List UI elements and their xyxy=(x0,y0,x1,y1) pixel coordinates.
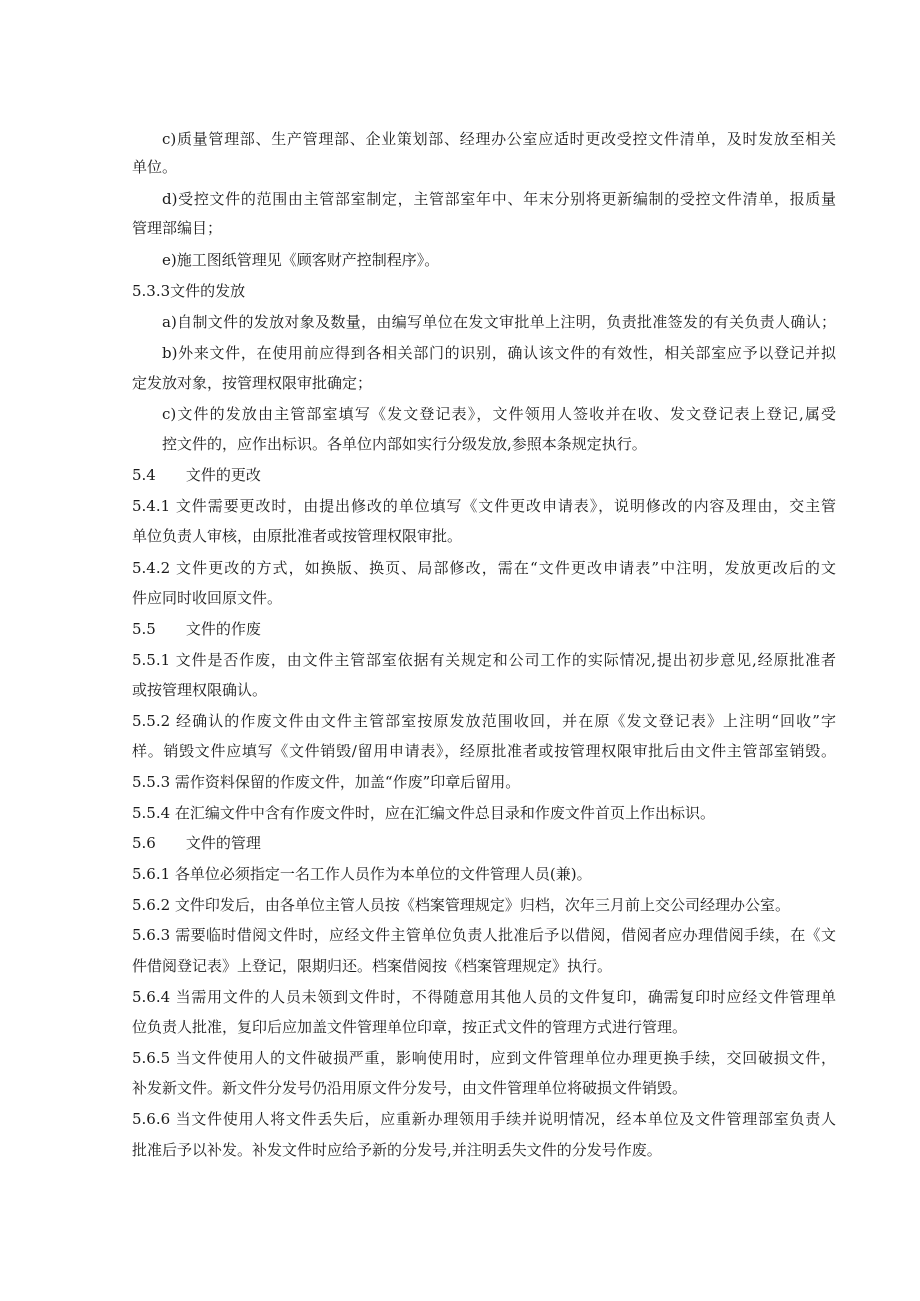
text-line: d)受控文件的范围由主管部室制定，主管部室年中、年末分别将更新编制的受控文件清单，报质量 xyxy=(162,190,836,208)
text-line: 件应同时收回原文件。 xyxy=(132,589,283,607)
text-line: 5.6.3 需要临时借阅文件时，应经文件主管单位负责人批准后予以借阅，借阅者应办理借阅手续，在《文 xyxy=(132,926,836,944)
text-line: 补发新文件。新文件分发号仍沿用原文件分发号，由文件管理单位将破损文件销毁。 xyxy=(132,1079,688,1097)
text-line: 5.4.2 文件更改的方式，如换版、换页、局部修改，需在“文件更改申请表”中注明，发放更改后的文 xyxy=(132,559,836,577)
text-line: c)文件的发放由主管部室填写《发文登记表》，文件领用人签收并在收、发文登记表上登记,属受 xyxy=(162,405,836,423)
text-line: a)自制文件的发放对象及数量，由编写单位在发文审批单上注明，负责批准签发的有关负责人确认； xyxy=(162,313,836,331)
text-line: c)质量管理部、生产管理部、企业策划部、经理办公室应适时更改受控文件清单，及时发放至相关 xyxy=(162,130,836,148)
section-heading: 5.5 文件的作废 xyxy=(132,620,261,638)
text-line: 管理部编目； xyxy=(132,219,223,237)
text-line: 控文件的，应作出标识。各单位内部如实行分级发放,参照本条规定执行。 xyxy=(162,435,647,453)
text-line: 批准后予以补发。补发文件时应给予新的分发号,并注明丢失文件的分发号作废。 xyxy=(132,1141,662,1159)
text-line: 位负责人批准，复印后应加盖文件管理单位印章，按正式文件的管理方式进行管理。 xyxy=(132,1018,688,1036)
section-heading: 5.4 文件的更改 xyxy=(132,466,261,484)
text-line: 5.5.1 文件是否作废，由文件主管部室依据有关规定和公司工作的实际情况,提出初步意见,经原批准者 xyxy=(132,651,836,669)
text-line: 5.4.1 文件需要更改时，由提出修改的单位填写《文件更改申请表》，说明修改的内容及理由，交主管 xyxy=(132,497,836,515)
text-line: 5.6.1 各单位必须指定一名工作人员作为本单位的文件管理人员(兼)。 xyxy=(132,865,592,883)
text-line: 5.6.2 文件印发后，由各单位主管人员按《档案管理规定》归档，次年三月前上交公司经理办公室。 xyxy=(132,896,790,914)
text-line: 单位负责人审核，由原批准者或按管理权限审批。 xyxy=(132,527,463,545)
text-line: 5.5.2 经确认的作废文件由文件主管部室按原发放范围收回，并在原《发文登记表》上注明“回收”字 xyxy=(132,712,836,730)
text-line: 或按管理权限确认。 xyxy=(132,681,268,699)
text-line: 5.6.6 当文件使用人将文件丢失后，应重新办理领用手续并说明情况，经本单位及文件管理部室负责人 xyxy=(132,1110,836,1128)
text-line: b)外来文件，在使用前应得到各相关部门的识别，确认该文件的有效性，相关部室应予以登记并拟 xyxy=(162,344,836,362)
text-line: 5.5.3 需作资料保留的作废文件，加盖“作废”印章后留用。 xyxy=(132,773,521,791)
text-line: 件借阅登记表》上登记，限期归还。档案借阅按《档案管理规定》执行。 xyxy=(132,957,613,975)
text-line: 样。销毁文件应填写《文件销毁/留用申请表》，经原批准者或按管理权限审批后由文件主管部室销毁。 xyxy=(132,742,836,760)
text-line: 5.6.5 当文件使用人的文件破损严重，影响使用时，应到文件管理单位办理更换手续，交回破损文件， xyxy=(132,1049,836,1067)
text-line: 单位。 xyxy=(132,158,178,176)
section-heading: 5.3.3文件的发放 xyxy=(132,282,246,300)
text-line: e)施工图纸管理见《顾客财产控制程序》。 xyxy=(162,251,440,269)
text-line: 5.6.4 当需用文件的人员未领到文件时，不得随意用其他人员的文件复印，确需复印时应经文件管理单 xyxy=(132,988,836,1006)
text-line: 定发放对象，按管理权限审批确定； xyxy=(132,374,373,392)
text-line: 5.5.4 在汇编文件中含有作废文件时，应在汇编文件总目录和作废文件首页上作出标识。 xyxy=(132,804,715,822)
section-heading: 5.6 文件的管理 xyxy=(132,834,261,852)
